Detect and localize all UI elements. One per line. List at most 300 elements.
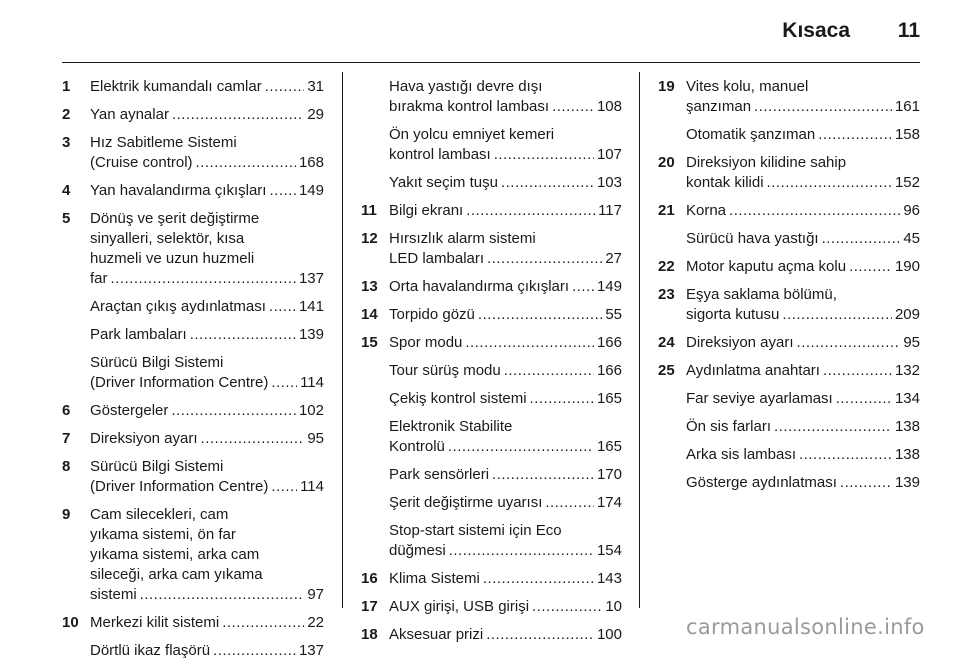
- entry-number: [62, 353, 90, 393]
- entry-line: [389, 201, 622, 221]
- index-entry: [361, 361, 622, 381]
- entry-line: [90, 353, 324, 373]
- index-entry: [62, 181, 324, 201]
- index-entry: [62, 325, 324, 345]
- entry-body: [686, 125, 920, 145]
- entry-line: [389, 145, 622, 165]
- entry-line: [90, 105, 324, 125]
- entry-page-ref: 114: [300, 478, 324, 495]
- entry-page-ref: 166: [596, 362, 622, 379]
- entry-text: (Driver Information Centre): [90, 374, 269, 391]
- entry-page-ref: 165: [596, 438, 622, 455]
- entry-text: Korna: [686, 202, 727, 219]
- entry-body: [686, 77, 920, 117]
- entry-text: Orta havalandırma çıkışları: [389, 278, 570, 295]
- entry-line: [90, 209, 324, 229]
- dot-leader: [572, 277, 594, 297]
- entry-number: 12: [361, 230, 378, 247]
- column-divider-2: [639, 72, 640, 608]
- entry-number: 5: [62, 210, 71, 227]
- entry-line: [686, 153, 920, 173]
- entry-number: 7: [62, 430, 71, 447]
- entry-page-ref: 103: [596, 174, 622, 191]
- entry-body: [90, 181, 324, 201]
- index-entry: [658, 473, 920, 493]
- index-entry: [658, 77, 920, 117]
- entry-text: Göstergeler: [90, 402, 169, 419]
- entry-text: Sürücü Bilgi Sistemi: [90, 354, 224, 371]
- entry-body: [389, 305, 622, 325]
- entry-line: [389, 541, 622, 561]
- entry-text: Tour sürüş modu: [389, 362, 501, 379]
- entry-text: Hava yastığı devre dışı: [389, 78, 543, 95]
- entry-body: [686, 229, 920, 249]
- entry-body: [389, 597, 622, 617]
- dot-leader: [552, 97, 594, 117]
- entry-line: [686, 285, 920, 305]
- entry-page-ref: 165: [596, 390, 622, 407]
- entry-body: [389, 389, 622, 409]
- entry-text: Torpido gözü: [389, 306, 475, 323]
- entry-line: [90, 477, 324, 497]
- entry-text: yıkama sistemi, ön far: [90, 526, 236, 543]
- entry-body: [686, 361, 920, 381]
- entry-body: [90, 77, 324, 97]
- index-column-3: [658, 77, 920, 501]
- index-entry: [658, 333, 920, 353]
- entry-page-ref: 168: [298, 154, 324, 171]
- entry-text: Park sensörleri: [389, 466, 490, 483]
- index-entry: [62, 457, 324, 497]
- entry-number: 18: [361, 626, 378, 643]
- entry-text: Aksesuar prizi: [389, 626, 484, 643]
- entry-text: Hız Sabitleme Sistemi: [90, 134, 237, 151]
- index-entry: [361, 305, 622, 325]
- entry-line: [90, 153, 324, 173]
- dot-leader: [190, 325, 296, 345]
- index-entry: [361, 201, 622, 221]
- entry-text: Stop-start sistemi için Eco: [389, 522, 562, 539]
- dot-leader: [754, 97, 892, 117]
- entry-number: [62, 641, 90, 661]
- entry-line: [389, 77, 622, 97]
- index-entry: [62, 77, 324, 97]
- entry-page-ref: 102: [298, 402, 324, 419]
- entry-body: [686, 285, 920, 325]
- entry-page-ref: 95: [307, 430, 324, 447]
- entry-body: [686, 473, 920, 493]
- entry-text: Vites kolu, manuel: [686, 78, 809, 95]
- entry-body: [389, 417, 622, 457]
- entry-number: [361, 493, 389, 513]
- entry-number: [62, 297, 90, 317]
- entry-text: sinyalleri, selektör, kısa: [90, 230, 245, 247]
- index-entry: [361, 417, 622, 457]
- entry-text: Hırsızlık alarm sistemi: [389, 230, 536, 247]
- entry-number: [361, 417, 389, 457]
- entry-page-ref: 149: [298, 182, 324, 199]
- entry-body: [90, 325, 324, 345]
- entry-number: 22: [658, 258, 675, 275]
- entry-line: [90, 457, 324, 477]
- entry-page-ref: 29: [307, 106, 324, 123]
- dot-leader: [486, 625, 594, 645]
- entry-line: [389, 173, 622, 193]
- dot-leader: [172, 105, 304, 125]
- index-entry: [658, 417, 920, 437]
- index-entry: [361, 465, 622, 485]
- entry-line: [389, 361, 622, 381]
- entry-text: Sürücü Bilgi Sistemi: [90, 458, 224, 475]
- dot-leader: [483, 569, 594, 589]
- index-entry: [62, 613, 324, 633]
- entry-text: Gösterge aydınlatması: [686, 474, 837, 491]
- entry-text: Cam silecekleri, cam: [90, 506, 229, 523]
- entry-text: Sürücü hava yastığı: [686, 230, 819, 247]
- entry-number: 2: [62, 106, 71, 123]
- entry-text: Motor kaputu açma kolu: [686, 258, 847, 275]
- entry-number: 9: [62, 506, 71, 523]
- entry-line: [389, 333, 622, 353]
- entry-number: [62, 325, 90, 345]
- entry-number: 11: [361, 202, 377, 219]
- entry-page-ref: 134: [894, 390, 920, 407]
- entry-page-ref: 55: [605, 306, 622, 323]
- entry-page-ref: 161: [894, 98, 920, 115]
- entry-text: sistemi: [90, 586, 137, 603]
- entry-text: Yakıt seçim tuşu: [389, 174, 498, 191]
- entry-page-ref: 139: [298, 326, 324, 343]
- entry-text: Şerit değiştirme uyarısı: [389, 494, 543, 511]
- index-entry: [658, 201, 920, 221]
- entry-number: [361, 173, 389, 193]
- dot-leader: [797, 333, 901, 353]
- entry-page-ref: 166: [596, 334, 622, 351]
- entry-page-ref: 137: [298, 642, 324, 659]
- dot-leader: [504, 361, 594, 381]
- dot-leader: [818, 125, 892, 145]
- entry-body: [90, 641, 324, 661]
- entry-page-ref: 139: [894, 474, 920, 491]
- entry-body: [90, 505, 324, 605]
- entry-number: 25: [658, 362, 675, 379]
- entry-page-ref: 95: [903, 334, 920, 351]
- entry-number: 15: [361, 334, 378, 351]
- entry-line: [389, 389, 622, 409]
- entry-body: [90, 209, 324, 289]
- entry-body: [389, 125, 622, 165]
- entry-text: Yan havalandırma çıkışları: [90, 182, 267, 199]
- index-entry: [361, 173, 622, 193]
- entry-number: [658, 125, 686, 145]
- entry-line: [686, 257, 920, 277]
- dot-leader: [494, 145, 594, 165]
- entry-line: [686, 389, 920, 409]
- entry-line: [389, 249, 622, 269]
- index-entry: [658, 389, 920, 409]
- entry-page-ref: 152: [894, 174, 920, 191]
- entry-body: [686, 257, 920, 277]
- entry-line: [90, 525, 324, 545]
- entry-number: 24: [658, 334, 675, 351]
- entry-body: [686, 445, 920, 465]
- entry-body: [389, 569, 622, 589]
- entry-line: [389, 493, 622, 513]
- index-entry: [62, 209, 324, 289]
- entry-line: [686, 305, 920, 325]
- index-entry: [62, 429, 324, 449]
- entry-number: 23: [658, 286, 675, 303]
- dot-leader: [271, 477, 297, 497]
- entry-line: [389, 465, 622, 485]
- entry-page-ref: 22: [307, 614, 324, 631]
- entry-line: [90, 269, 324, 289]
- entry-line: [90, 181, 324, 201]
- dot-leader: [774, 417, 892, 437]
- entry-number: [658, 445, 686, 465]
- index-entry: [361, 277, 622, 297]
- entry-page-ref: 107: [596, 146, 622, 163]
- entry-line: [389, 597, 622, 617]
- entry-text: Çekiş kontrol sistemi: [389, 390, 527, 407]
- entry-body: [686, 201, 920, 221]
- index-entry: [62, 401, 324, 421]
- entry-text: bırakma kontrol lambası: [389, 98, 550, 115]
- entry-number: 16: [361, 570, 378, 587]
- entry-line: [686, 445, 920, 465]
- entry-text: Klima Sistemi: [389, 570, 480, 587]
- entry-text: Dörtlü ikaz flaşörü: [90, 642, 211, 659]
- entry-text: Ön sis farları: [686, 418, 772, 435]
- entry-page-ref: 114: [300, 374, 324, 391]
- entry-text: Direksiyon ayarı: [90, 430, 198, 447]
- entry-body: [389, 333, 622, 353]
- entry-text: kontak kilidi: [686, 174, 764, 191]
- entry-page-ref: 96: [903, 202, 920, 219]
- entry-line: [90, 229, 324, 249]
- dot-leader: [265, 77, 305, 97]
- entry-text: Elektrik kumandalı camlar: [90, 78, 262, 95]
- entry-number: 13: [361, 278, 378, 295]
- entry-page-ref: 97: [307, 586, 324, 603]
- entry-line: [686, 173, 920, 193]
- dot-leader: [213, 641, 296, 661]
- dot-leader: [782, 305, 892, 325]
- entry-number: [361, 389, 389, 409]
- index-entry: [62, 133, 324, 173]
- entry-line: [90, 373, 324, 393]
- entry-line: [90, 249, 324, 269]
- dot-leader: [448, 437, 594, 457]
- index-column-1: [62, 77, 324, 669]
- entry-text: LED lambaları: [389, 250, 485, 267]
- dot-leader: [196, 153, 296, 173]
- entry-page-ref: 190: [894, 258, 920, 275]
- entry-page-ref: 45: [903, 230, 920, 247]
- entry-number: 20: [658, 154, 675, 171]
- page-number: 11: [897, 19, 920, 42]
- entry-number: [361, 361, 389, 381]
- index-entry: [62, 353, 324, 393]
- entry-line: [90, 325, 324, 345]
- entry-page-ref: 209: [894, 306, 920, 323]
- entry-body: [90, 613, 324, 633]
- entry-text: Kontrolü: [389, 438, 445, 455]
- entry-number: 17: [361, 598, 378, 615]
- entry-page-ref: 137: [298, 270, 324, 287]
- entry-body: [389, 521, 622, 561]
- entry-line: [90, 77, 324, 97]
- entry-text: Merkezi kilit sistemi: [90, 614, 220, 631]
- dot-leader: [823, 361, 892, 381]
- entry-line: [686, 97, 920, 117]
- entry-text: far: [90, 270, 108, 287]
- index-entry: [62, 505, 324, 605]
- entry-number: [658, 389, 686, 409]
- entry-body: [389, 229, 622, 269]
- entry-line: [90, 505, 324, 525]
- index-entry: [658, 257, 920, 277]
- dot-leader: [545, 493, 594, 513]
- dot-leader: [729, 201, 900, 221]
- entry-line: [90, 429, 324, 449]
- index-entry: [658, 285, 920, 325]
- entry-text: Yan aynalar: [90, 106, 169, 123]
- entry-line: [90, 401, 324, 421]
- entry-body: [90, 105, 324, 125]
- dot-leader: [466, 201, 595, 221]
- entry-number: 4: [62, 182, 71, 199]
- entry-text: Direksiyon ayarı: [686, 334, 794, 351]
- entry-text: Bilgi ekranı: [389, 202, 464, 219]
- entry-text: Dönüş ve şerit değiştirme: [90, 210, 260, 227]
- entry-line: [686, 125, 920, 145]
- dot-leader: [271, 373, 297, 393]
- entry-body: [389, 277, 622, 297]
- entry-text: yıkama sistemi, arka cam: [90, 546, 260, 563]
- entry-body: [686, 333, 920, 353]
- entry-text: kontrol lambası: [389, 146, 491, 163]
- index-entry: [658, 229, 920, 249]
- page-title: Kısaca: [782, 19, 850, 42]
- entry-text: Ön yolcu emniyet kemeri: [389, 126, 555, 143]
- index-entry: [361, 521, 622, 561]
- header-divider: [62, 62, 920, 63]
- entry-text: Arka sis lambası: [686, 446, 797, 463]
- entry-line: [389, 229, 622, 249]
- entry-body: [90, 297, 324, 317]
- entry-body: [389, 361, 622, 381]
- entry-page-ref: 108: [596, 98, 622, 115]
- entry-body: [389, 173, 622, 193]
- dot-leader: [222, 613, 304, 633]
- entry-number: 10: [62, 614, 79, 631]
- dot-leader: [111, 269, 296, 289]
- entry-line: [389, 125, 622, 145]
- entry-number: 6: [62, 402, 71, 419]
- entry-line: [686, 201, 920, 221]
- entry-text: sileceği, arka cam yıkama: [90, 566, 263, 583]
- entry-text: (Driver Information Centre): [90, 478, 269, 495]
- dot-leader: [799, 445, 892, 465]
- entry-body: [389, 77, 622, 117]
- entry-text: AUX girişi, USB girişi: [389, 598, 530, 615]
- entry-body: [90, 353, 324, 393]
- index-entry: [361, 229, 622, 269]
- index-entry: [658, 153, 920, 193]
- entry-line: [90, 297, 324, 317]
- index-entry: [658, 361, 920, 381]
- entry-page-ref: 149: [596, 278, 622, 295]
- dot-leader: [492, 465, 594, 485]
- entry-text: Spor modu: [389, 334, 463, 351]
- dot-leader: [269, 181, 295, 201]
- entry-line: [389, 569, 622, 589]
- entry-page-ref: 174: [596, 494, 622, 511]
- entry-text: Far seviye ayarlaması: [686, 390, 833, 407]
- entry-line: [686, 77, 920, 97]
- entry-line: [90, 641, 324, 661]
- entry-body: [90, 133, 324, 173]
- entry-number: 8: [62, 458, 71, 475]
- dot-leader: [478, 305, 602, 325]
- entry-line: [389, 625, 622, 645]
- entry-text: şanzıman: [686, 98, 752, 115]
- entry-text: huzmeli ve uzun huzmeli: [90, 250, 255, 267]
- dot-leader: [171, 401, 296, 421]
- dot-leader: [465, 333, 594, 353]
- entry-number: [361, 465, 389, 485]
- entry-body: [389, 465, 622, 485]
- index-entry: [361, 625, 622, 645]
- entry-page-ref: 138: [894, 418, 920, 435]
- entry-text: Araçtan çıkış aydınlatması: [90, 298, 266, 315]
- entry-page-ref: 154: [596, 542, 622, 559]
- entry-body: [686, 389, 920, 409]
- entry-page-ref: 100: [596, 626, 622, 643]
- index-entry: [658, 125, 920, 145]
- entry-number: [658, 417, 686, 437]
- entry-line: [90, 613, 324, 633]
- entry-number: 3: [62, 134, 71, 151]
- entry-number: 19: [658, 78, 675, 95]
- index-entry: [62, 297, 324, 317]
- entry-number: [658, 473, 686, 493]
- entry-line: [389, 521, 622, 541]
- entry-body: [90, 401, 324, 421]
- entry-line: [686, 473, 920, 493]
- watermark: carmanualsonline.info: [686, 615, 925, 639]
- entry-line: [389, 305, 622, 325]
- entry-text: Elektronik Stabilite: [389, 418, 513, 435]
- dot-leader: [840, 473, 892, 493]
- entry-line: [389, 277, 622, 297]
- entry-number: [361, 125, 389, 165]
- index-entry: [361, 597, 622, 617]
- entry-number: 1: [62, 78, 71, 95]
- entry-text: Park lambaları: [90, 326, 187, 343]
- entry-page-ref: 27: [605, 250, 622, 267]
- entry-text: (Cruise control): [90, 154, 193, 171]
- dot-leader: [532, 597, 602, 617]
- entry-number: [658, 229, 686, 249]
- entry-text: düğmesi: [389, 542, 446, 559]
- index-entry: [361, 569, 622, 589]
- entry-body: [389, 625, 622, 645]
- index-entry: [361, 333, 622, 353]
- index-entry: [361, 389, 622, 409]
- dot-leader: [836, 389, 892, 409]
